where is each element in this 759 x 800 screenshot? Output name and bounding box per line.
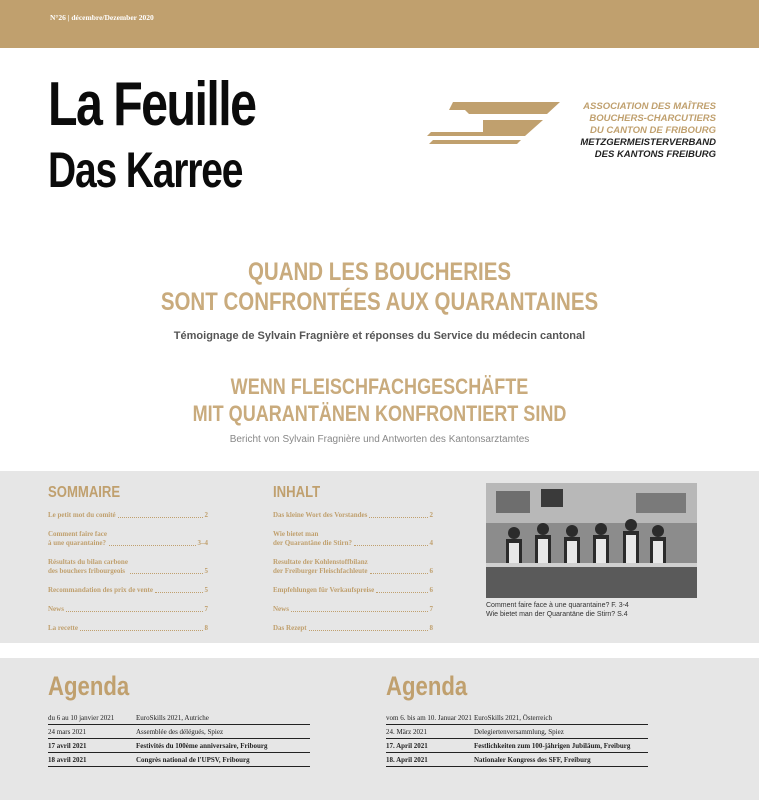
agenda-date: 18 avril 2021 [48,755,87,764]
association-name: ASSOCIATION DES MAÎTRES BOUCHERS-CHARCUTIERS DU CANTON DE FRIBOURG METZGERMEISTERVERBAND DES KANTONS FREIBURG [580,101,716,160]
toc-item-page: 2 [204,511,208,519]
photo-caption: Comment faire face à une quarantaine? F. 3-4 Wie bietet man der Quarantäne die Stirn? S.4 [486,602,629,618]
headline-de: WENN FLEISCHFACHGESCHÄFTE MIT QUARANTÄNEN KONFRONTIERT SIND [192,374,567,426]
agenda-row [386,739,648,753]
toc-item-page: 5 [204,567,208,575]
agenda-event: Assemblée des délégués, Spiez [136,727,224,736]
publication-subtitle: Das Karree [48,142,243,198]
toc-leader-dots [354,545,427,546]
toc-item-page: 2 [429,511,433,519]
agenda-event: Festlichkeiten zum 100-jährigen Jubiläum, Freiburg [474,741,631,750]
agenda-event: EuroSkills 2021, Autriche [136,713,209,722]
toc-item[interactable] [48,558,208,576]
butchers-photo-image [486,483,697,598]
agenda-fr-list [48,711,310,767]
agenda-row [48,725,310,739]
agenda-date: 17 avril 2021 [48,741,87,750]
butchers-photo [486,483,697,598]
toc-item[interactable] [48,530,208,548]
inhalt-list [273,511,433,633]
issue-number: N°26 | décembre/Dezember 2020 [50,13,154,22]
sommaire-section [48,484,208,643]
publication-title: La Feuille [48,70,256,139]
toc-item[interactable] [48,624,208,633]
toc-item-label: News [273,605,289,613]
toc-leader-dots [80,630,203,631]
toc-item-page: 8 [429,624,433,632]
sommaire-list [48,511,208,633]
toc-item-label: Resultate der Kohlenstoffbilanz der Freiburger Fleischfachleute [273,558,368,575]
agenda-row [48,711,310,725]
agenda-date: 24. März 2021 [386,727,428,736]
agenda-row [386,753,648,767]
toc-item-label: Comment faire face à une quarantaine? [48,530,107,547]
agenda-event: Nationaler Kongress des SFF, Freiburg [474,755,591,764]
top-bar [0,0,759,48]
agenda-event: Delegiertenversammlung, Spiez [474,727,564,736]
toc-item-page: 6 [429,586,433,594]
agenda-row [48,739,310,753]
toc-item-label: La recette [48,624,78,632]
toc-item-label: Recommandation des prix de vente [48,586,153,594]
agenda-fr [48,670,310,767]
inhalt-title: INHALT [273,484,321,501]
toc-item[interactable] [273,558,433,576]
agenda-date: 24 mars 2021 [48,727,87,736]
toc-item-page: 7 [204,605,208,613]
agenda-row [48,753,310,767]
toc-leader-dots [155,592,203,593]
toc-item-label: Empfehlungen für Verkaufspreise [273,586,375,594]
sommaire-title: SOMMAIRE [48,484,121,501]
toc-item-label: Das kleine Wort des Vorstandes [273,511,368,519]
toc-leader-dots [109,545,196,546]
toc-item-label: Das Rezept [273,624,307,632]
agenda-event: EuroSkills 2021, Österreich [474,713,552,722]
toc-item[interactable] [48,511,208,520]
toc-item-page: 6 [429,567,433,575]
agenda-date: vom 6. bis am 10. Januar 2021 [386,713,472,722]
agenda-row [386,725,648,739]
toc-item[interactable] [273,511,433,520]
toc-leader-dots [66,611,203,612]
toc-leader-dots [291,611,428,612]
toc-item[interactable] [273,605,433,614]
toc-item-label: Le petit mot du comité [48,511,116,519]
toc-leader-dots [370,573,428,574]
toc-item-page: 3–4 [197,539,208,547]
toc-item-label: News [48,605,64,613]
agenda-date: 17. April 2021 [386,741,428,750]
toc-item-page: 5 [204,586,208,594]
agenda-fr-title: Agenda [48,671,130,701]
toc-item-label: Wie bietet man der Quarantäne die Stirn? [273,530,353,547]
toc-leader-dots [376,592,427,593]
agenda-event: Congrès national de l'UPSV, Fribourg [136,755,250,764]
agenda-de [386,670,648,767]
inhalt-section [273,484,433,643]
agenda-row [386,711,648,725]
agenda-event: Festivités du 100ème anniversaire, Fribourg [136,741,268,750]
toc-item-page: 4 [429,539,433,547]
toc-leader-dots [130,573,203,574]
agenda-date: 18. April 2021 [386,755,428,764]
agenda-de-list [386,711,648,767]
agenda-de-title: Agenda [386,671,468,701]
toc-item[interactable] [48,605,208,614]
subheadline-fr: Témoignage de Sylvain Fragnière et réponses du Service du médecin cantonal [173,330,586,342]
toc-leader-dots [309,630,428,631]
association-logo-icon [425,100,560,150]
toc-item[interactable] [273,586,433,595]
toc-leader-dots [369,517,427,518]
toc-item-page: 7 [429,605,433,613]
toc-item-label: Résultats du bilan carbone des bouchers fribourgeois [48,558,128,575]
toc-item[interactable] [48,586,208,595]
agenda-date: du 6 au 10 janvier 2021 [48,713,115,722]
subheadline-de: Bericht von Sylvain Fragnière und Antworten des Kantonsarztamtes [229,434,530,445]
toc-item[interactable] [273,624,433,633]
toc-leader-dots [118,517,203,518]
toc-item[interactable] [273,530,433,548]
headline-fr: QUAND LES BOUCHERIES SONT CONFRONTÉES AUX QUARANTAINES [160,258,599,316]
toc-item-page: 8 [204,624,208,632]
